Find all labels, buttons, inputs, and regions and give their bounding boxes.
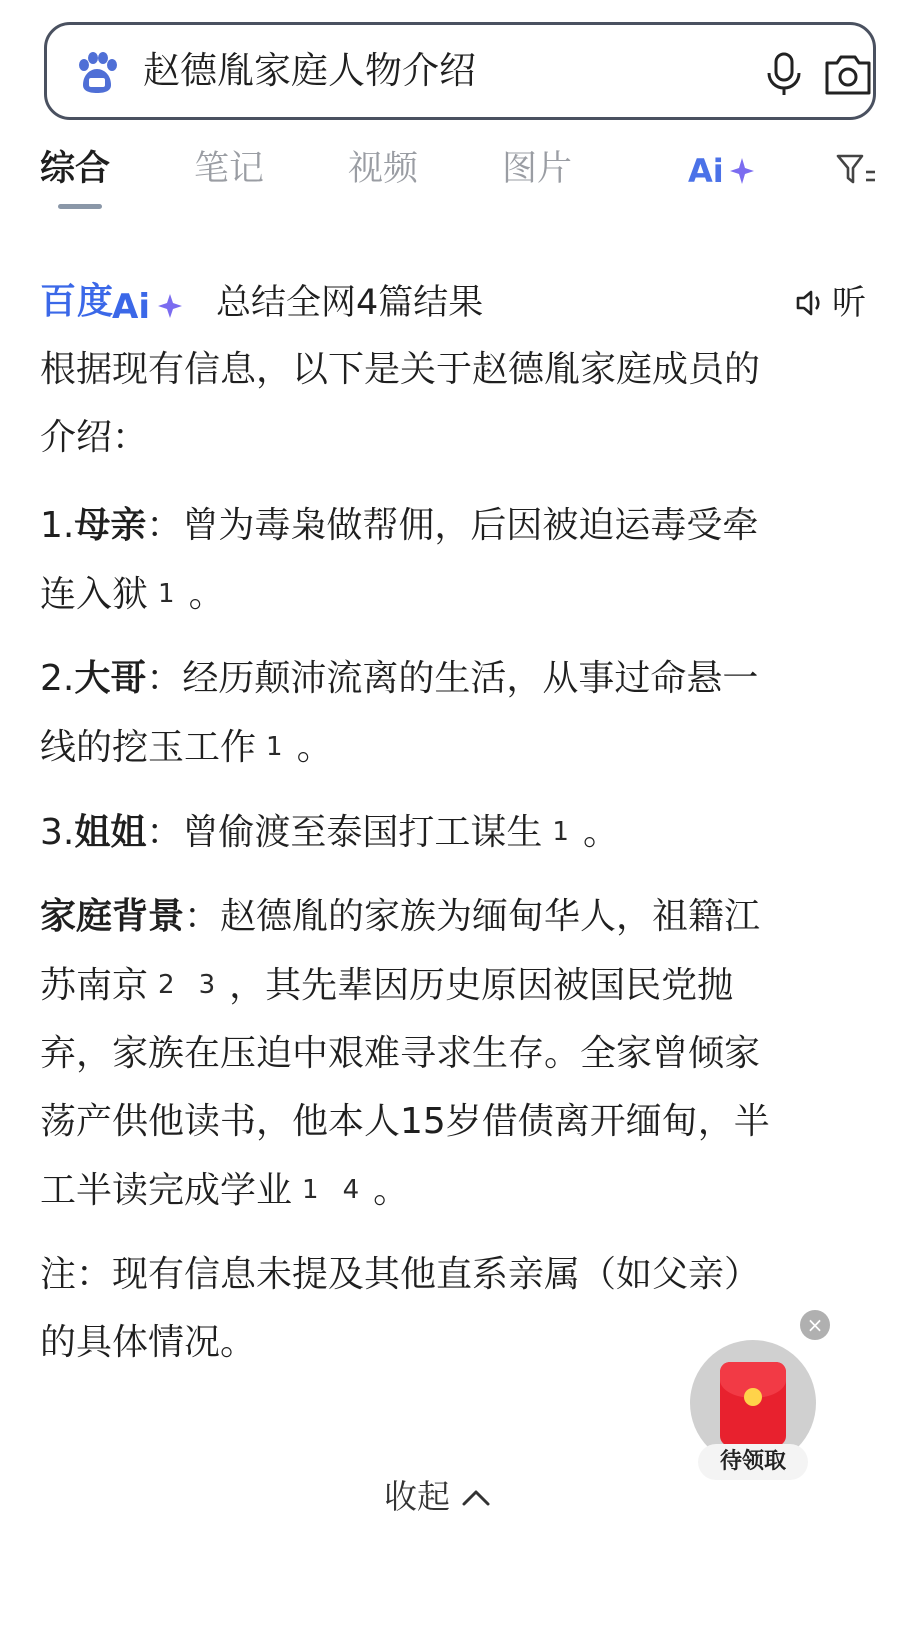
- svg-text:Ai: Ai: [112, 287, 150, 324]
- filter-icon[interactable]: [836, 152, 876, 188]
- background-end: 。: [373, 1170, 410, 1211]
- listen-button[interactable]: [794, 280, 866, 326]
- citation-link[interactable]: 1: [552, 817, 569, 847]
- citation-link[interactable]: 1: [158, 579, 175, 609]
- item-end: 。: [296, 727, 333, 768]
- intro-line: 根据现有信息，以下是关于赵德胤家庭成员的: [40, 349, 761, 390]
- citation-link[interactable]: 4: [342, 1175, 360, 1205]
- ai-sparkle-icon: [112, 284, 188, 324]
- item-number: 1.: [40, 505, 75, 546]
- list-item-sister: [40, 798, 840, 867]
- item-number: 2.: [40, 658, 75, 699]
- citation-link[interactable]: 1: [266, 732, 283, 762]
- ai-summary-header: [40, 278, 880, 328]
- baidu-ai-logo: 百度: [40, 281, 115, 322]
- item-end: 。: [582, 812, 619, 853]
- note-text: 的具体情况。: [40, 1322, 257, 1363]
- tab-comprehensive[interactable]: 综合: [40, 149, 111, 189]
- ai-summary-title: 总结全网4篇结果: [216, 283, 484, 323]
- item-label: 母亲: [74, 505, 147, 546]
- item-text: 线的挖玉工作: [40, 727, 257, 768]
- background-text: 苏南京: [40, 965, 149, 1006]
- background-text: 弃，家族在压迫中艰难寻求生存。全家曾倾家: [40, 1033, 761, 1074]
- coin-icon: [744, 1388, 762, 1406]
- item-end: 。: [188, 574, 225, 615]
- close-icon[interactable]: ×: [800, 1310, 830, 1340]
- tab-videos[interactable]: 视频: [348, 149, 419, 189]
- item-text: 连入狱: [40, 574, 149, 615]
- item-text: ：曾为毒枭做帮佣，后因被迫运毒受牵: [146, 505, 759, 546]
- chevron-up-icon: [460, 1486, 492, 1508]
- background-text: 工半读完成学业: [40, 1170, 293, 1211]
- ai-sparkle-icon[interactable]: [688, 150, 756, 190]
- search-input[interactable]: 赵德胤家庭人物介绍: [143, 49, 476, 92]
- intro-line: 介绍：: [40, 417, 149, 458]
- note-text: 注：现有信息未提及其他直系亲属（如父亲）: [40, 1254, 761, 1295]
- red-packet-widget[interactable]: [690, 1340, 816, 1480]
- citation-link[interactable]: 1: [302, 1175, 319, 1205]
- citation-link[interactable]: 2: [158, 970, 175, 1000]
- item-number: 3.: [40, 812, 75, 853]
- ai-answer-content: [40, 336, 840, 1393]
- collapse-button[interactable]: [384, 1474, 492, 1520]
- listen-label: 听: [832, 283, 866, 323]
- background-text: ：赵德胤的家族为缅甸华人，祖籍江: [184, 896, 761, 937]
- red-packet-label: 待领取: [698, 1444, 808, 1480]
- tab-images[interactable]: 图片: [502, 149, 573, 189]
- item-text: ：经历颠沛流离的生活，从事过命悬一: [146, 658, 759, 699]
- tab-notes[interactable]: 笔记: [194, 149, 265, 189]
- search-bar[interactable]: [44, 22, 876, 120]
- item-text: ：曾偷渡至泰国打工谋生: [146, 812, 543, 853]
- svg-text:Ai: Ai: [688, 152, 724, 190]
- speaker-icon: [794, 287, 826, 319]
- citation-link[interactable]: 3: [198, 970, 216, 1000]
- family-background-paragraph: [40, 883, 840, 1225]
- active-tab-indicator: [58, 204, 102, 209]
- background-label: 家庭背景: [40, 896, 185, 937]
- baidu-paw-icon: [75, 51, 119, 95]
- tab-bar: [0, 138, 910, 208]
- background-text: ，其先辈因历史原因被国民党抛: [229, 965, 734, 1006]
- intro-paragraph: [40, 336, 840, 472]
- item-label: 大哥: [74, 658, 147, 699]
- item-label: 姐姐: [74, 812, 147, 853]
- camera-icon[interactable]: [821, 49, 875, 99]
- list-item-mother: [40, 492, 840, 629]
- background-text: 荡产供他读书，他本人15岁借债离开缅甸，半: [40, 1101, 770, 1142]
- microphone-icon[interactable]: [759, 49, 809, 99]
- list-item-elder-brother: [40, 645, 840, 782]
- collapse-label: 收起: [384, 1477, 450, 1516]
